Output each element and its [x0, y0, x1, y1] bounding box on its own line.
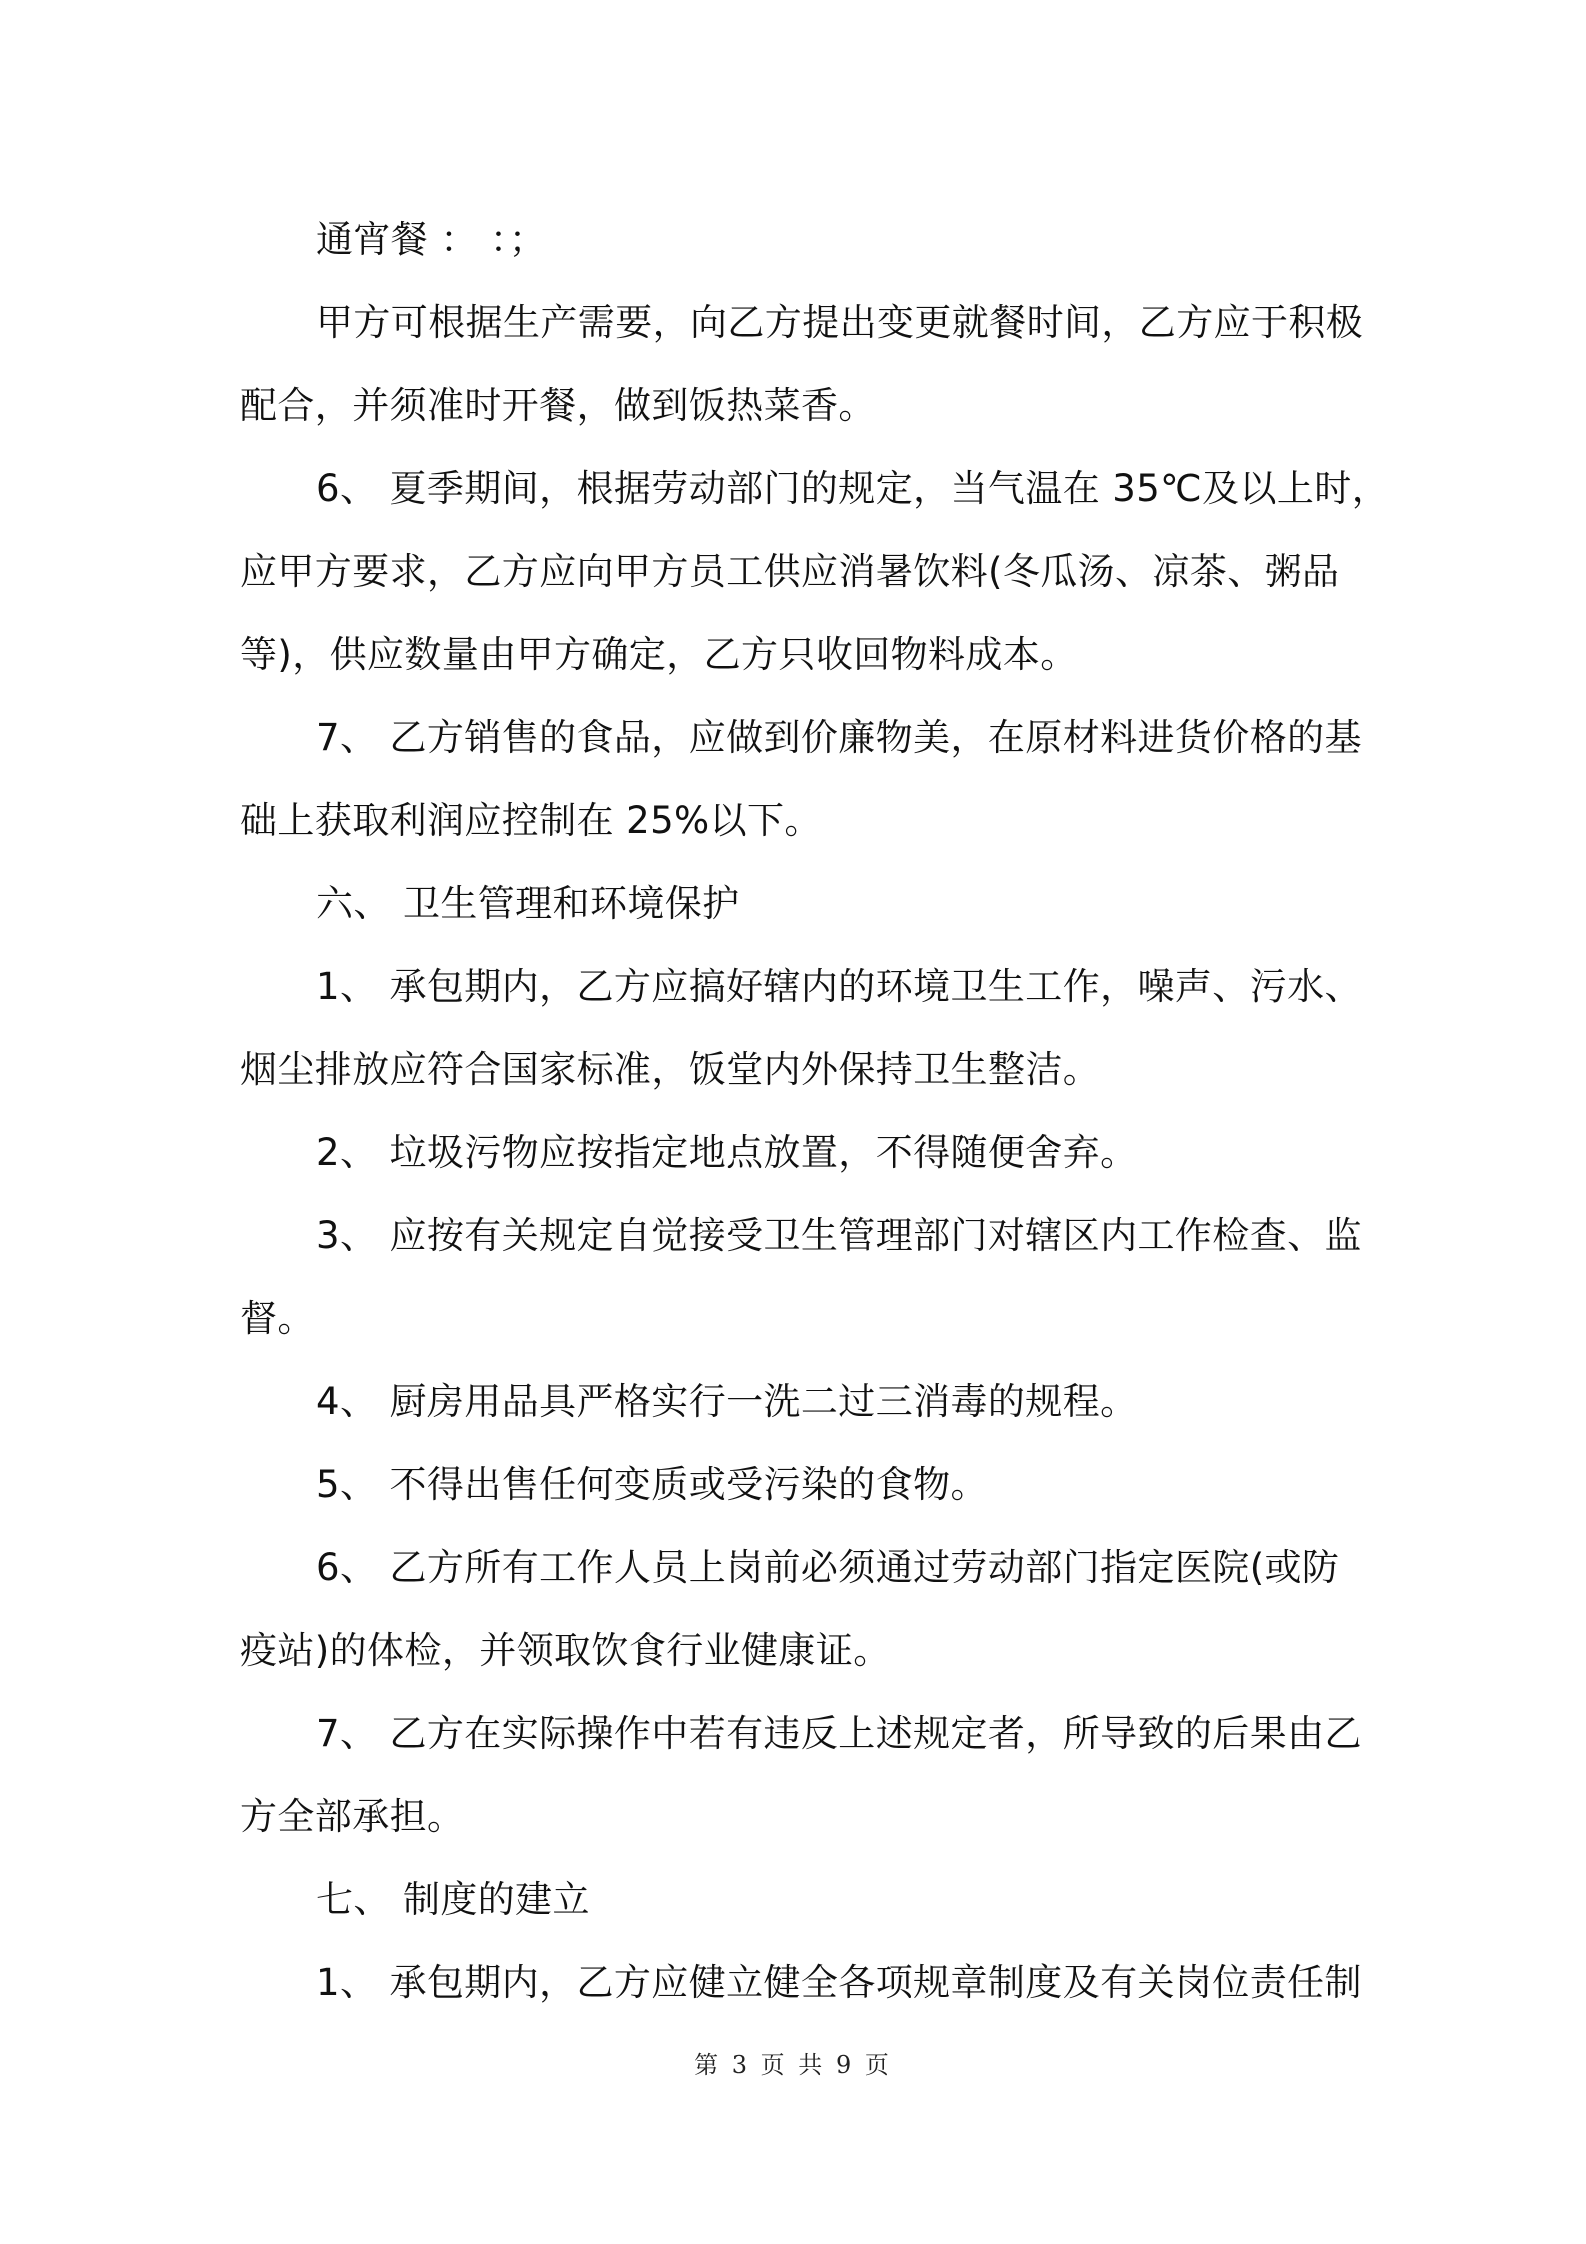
text-line: 1、 承包期内，乙方应健立健全各项规章制度及有关岗位责任制	[316, 1961, 1362, 2004]
section-heading: 六、 卫生管理和环境保护	[316, 882, 740, 925]
text-line: 7、 乙方销售的食品，应做到价廉物美，在原材料进货价格的基	[316, 716, 1362, 759]
section-heading: 七、 制度的建立	[316, 1878, 590, 1921]
text-line: 甲方可根据生产需要，向乙方提出变更就餐时间，乙方应于积极	[316, 301, 1364, 344]
text-line: 7、 乙方在实际操作中若有违反上述规定者，所导致的后果由乙	[316, 1712, 1362, 1755]
text-line: 础上获取利润应控制在 25%以下。	[240, 799, 822, 842]
page-number-footer: 第 3 页 共 9 页	[694, 2051, 892, 2079]
text-line: 6、 乙方所有工作人员上岗前必须通过劳动部门指定医院(或防	[316, 1546, 1340, 1589]
text-line: 1、 承包期内，乙方应搞好辖内的环境卫生工作，噪声、污水、	[316, 965, 1362, 1008]
text-line: 2、 垃圾污物应按指定地点放置，不得随便舍弃。	[316, 1131, 1138, 1174]
text-line: 通宵餐 ： ：；	[316, 218, 547, 261]
text-line: 督。	[240, 1297, 315, 1340]
document-body	[240, 198, 1390, 2024]
text-line: 方全部承担。	[240, 1795, 465, 1838]
text-line: 4、 厨房用品具严格实行一洗二过三消毒的规程。	[316, 1380, 1138, 1423]
text-line: 疫站)的体检，并领取饮食行业健康证。	[240, 1629, 891, 1672]
text-line: 5、 不得出售任何变质或受污染的食物。	[316, 1463, 988, 1506]
text-line: 等)，供应数量由甲方确定，乙方只收回物料成本。	[240, 633, 1078, 676]
text-line: 3、 应按有关规定自觉接受卫生管理部门对辖区内工作检查、监	[316, 1214, 1362, 1257]
text-line: 配合，并须准时开餐，做到饭热菜香。	[240, 384, 876, 427]
text-line: 烟尘排放应符合国家标准，饭堂内外保持卫生整洁。	[240, 1048, 1101, 1091]
text-line: 应甲方要求，乙方应向甲方员工供应消暑饮料(冬瓜汤、凉茶、粥品	[240, 550, 1340, 593]
text-line: 6、 夏季期间，根据劳动部门的规定，当气温在 35℃及以上时，	[316, 467, 1390, 510]
